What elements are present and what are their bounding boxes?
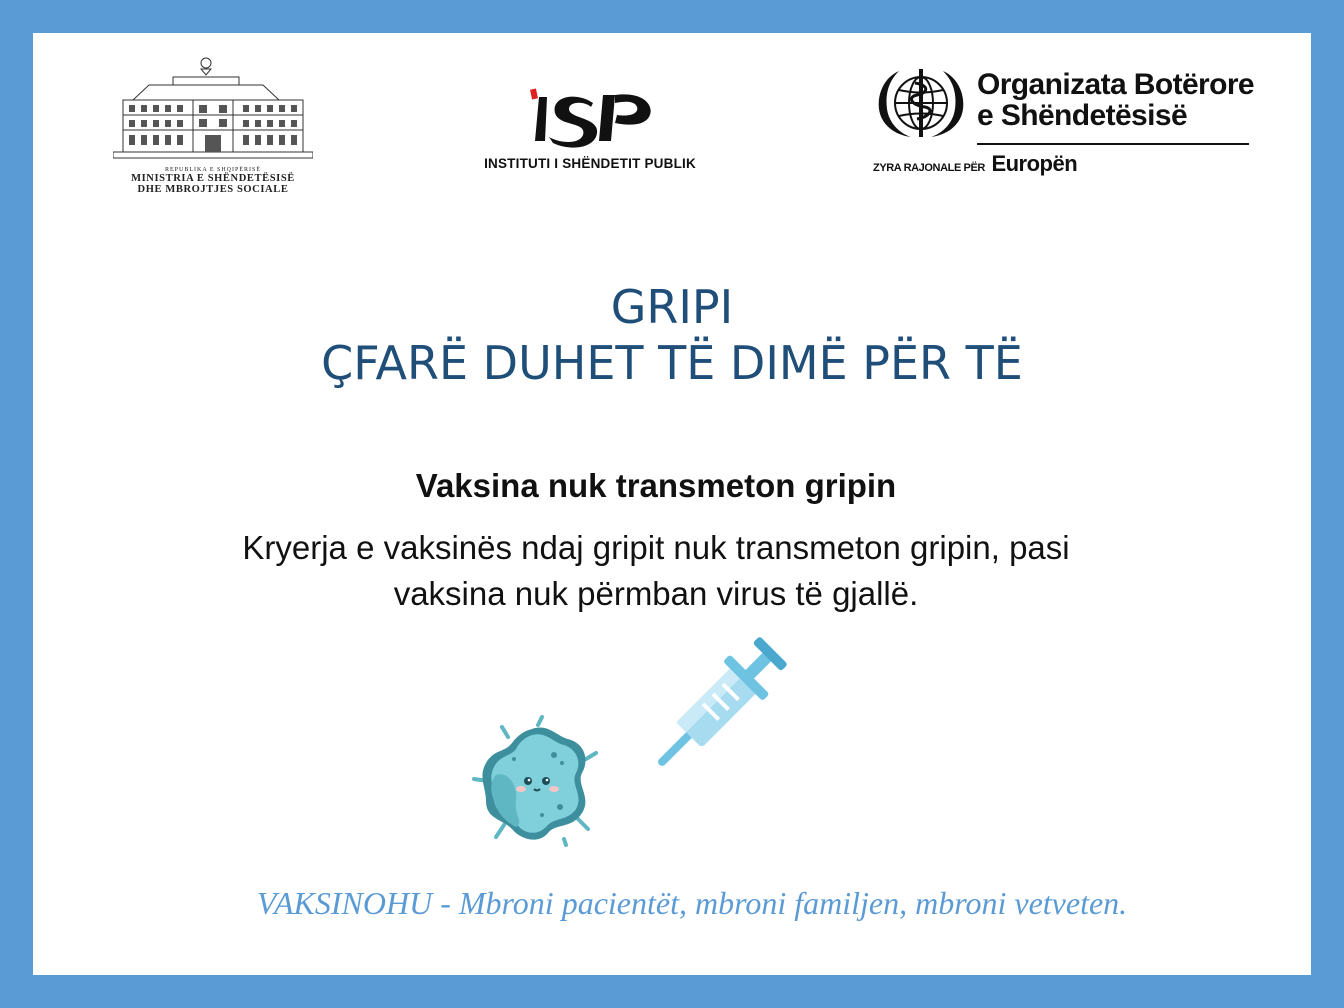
ministry-name-line2: DHE MBROJTJES SOCIALE: [137, 184, 289, 195]
body-line1: Kryerja e vaksinës ndaj gripit nuk transmeton gripin, pasi: [242, 529, 1070, 566]
who-name: [977, 69, 1254, 131]
ministry-republic: REPUBLIKA E SHQIPËRISË: [164, 167, 261, 173]
slide: [33, 33, 1311, 975]
who-name-line2: e Shëndetësisë: [977, 99, 1188, 132]
body-line2: vaksina nuk përmban virus të gjallë.: [393, 575, 919, 612]
who-region-small: ZYRA RAJONALE PËR: [873, 162, 985, 174]
isp-logo: [465, 83, 715, 183]
title-line1: GRIPI: [610, 280, 734, 334]
isp-caption: INSTITUTI I SHËNDETIT PUBLIK: [484, 156, 696, 171]
who-divider: [977, 143, 1249, 145]
who-logo: [871, 63, 1261, 193]
ministry-name-line1: MINISTRIA E SHËNDETËSISË: [131, 173, 295, 184]
who-emblem-icon: [871, 63, 971, 147]
virus-germ-icon: [468, 715, 600, 847]
who-region-big: Europën: [991, 151, 1078, 176]
body-text: [133, 525, 1179, 617]
ministry-logo: [113, 55, 313, 205]
subtitle: Vaksina nuk transmeton gripin: [415, 467, 897, 504]
who-name-line1: Organizata Botërore: [977, 68, 1254, 101]
isp-mark-icon: [465, 83, 715, 153]
title-line2: ÇFARË DUHET TË DIMË PËR TË: [321, 336, 1023, 390]
slide-title: [33, 279, 1311, 391]
syringe-icon: [633, 631, 793, 791]
ministry-caption: [113, 167, 313, 195]
who-region: [873, 151, 1077, 177]
footer-slogan: VAKSINOHU - Mbroni pacientët, mbroni familjen, mbroni vetveten.: [256, 885, 1128, 921]
ministry-building-icon: [113, 55, 313, 167]
